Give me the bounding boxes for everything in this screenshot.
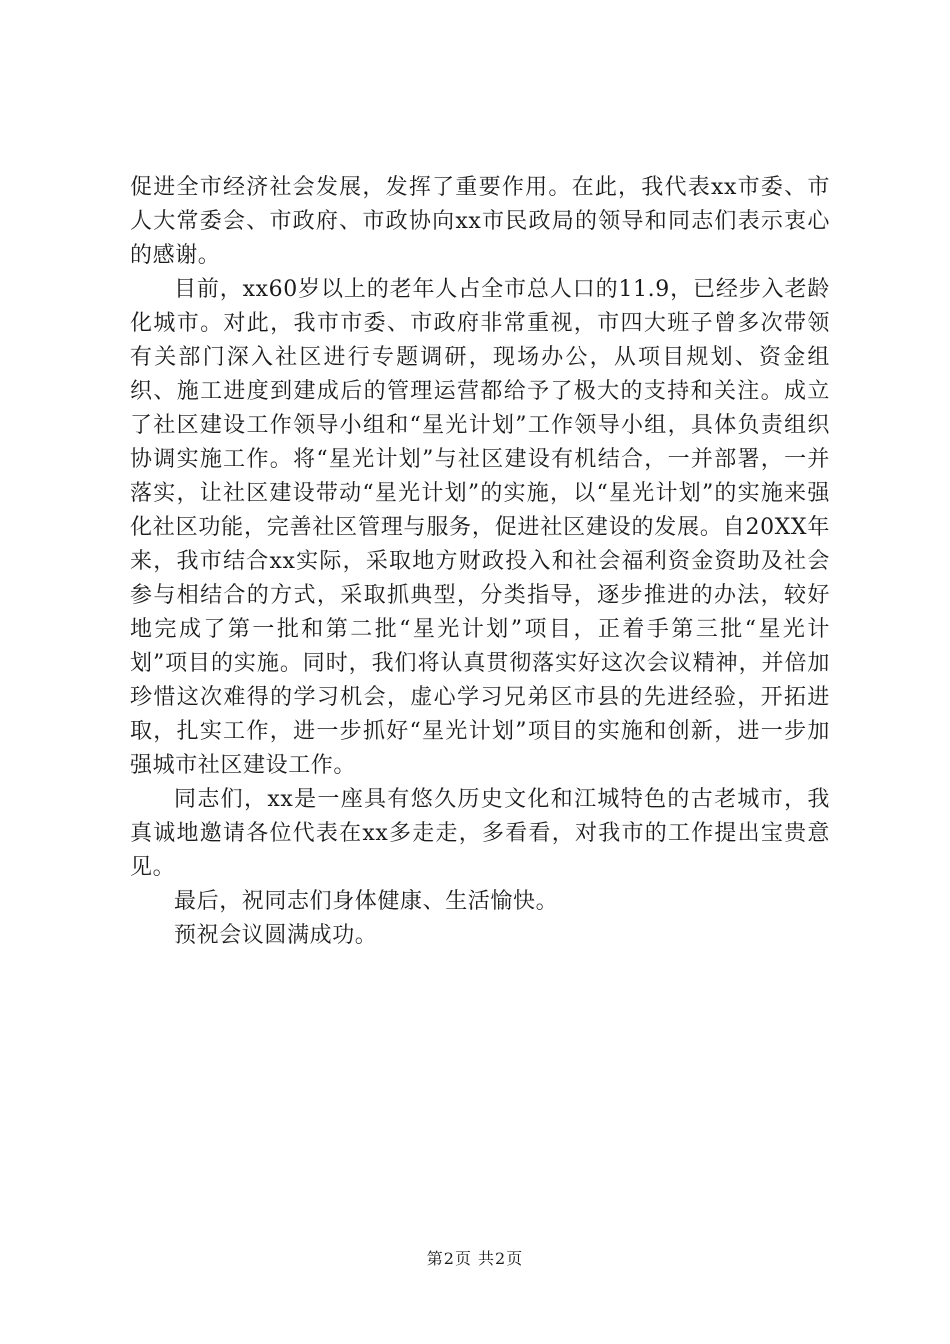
paragraph-closing: 预祝会议圆满成功。 <box>174 923 378 948</box>
paragraph-continuation: 促进全市经济社会发展，发挥了重要作用。在此，我代表xx市委、市人大常委会、市政府、市政协向xx市民政局的领导和同志们表示衷心的感谢。 <box>130 175 830 268</box>
paragraph-wishes: 最后，祝同志们身体健康、生活愉快。 <box>174 889 559 914</box>
page-footer: 第2页 共2页 <box>426 1249 524 1268</box>
paragraph-aging-city: 目前，xx60岁以上的老年人占全市总人口的11.9，已经步入老龄化城市。对此，我市市委、市政府非常重视，市四大班子曾多次带领有关部门深入社区进行专题调研，现场办公，从项目规划、资金组织、施工进度到建成后的管理运营都给予了极大的支持和关注。成立了社区建设工作领导小组和“星光计划”工作领导小组，具体负责组织协调实施工作。将“星光计划”与社区建设有机结合，一并部署，一并落实，让社区建设带动“星光计划”的实施，以“星光计划”的实施来强化社区功能，完善社区管理与服务，促进社区建设的发展。自20XX年来，我市结合xx实际，采取地方财政投入和社会福利资金资助及社会参与相结合的方式，采取抓典型，分类指导，逐步推进的办法，较好地完成了第一批和第二批“星光计划”项目，正着手第三批“星光计划”项目的实施。同时，我们将认真贯彻落实好这次会议精神，并倍加珍惜这次难得的学习机会，虚心学习兄弟区市县的先进经验，开拓进取，扎实工作，进一步抓好“星光计划”项目的实施和创新，进一步加强城市社区建设工作。 <box>130 277 830 778</box>
document-body <box>130 171 830 953</box>
paragraph-invitation: 同志们，xx是一座具有悠久历史文化和江城特色的古老城市，我真诚地邀请各位代表在xx多走走，多看看，对我市的工作提出宝贵意见。 <box>130 787 830 880</box>
